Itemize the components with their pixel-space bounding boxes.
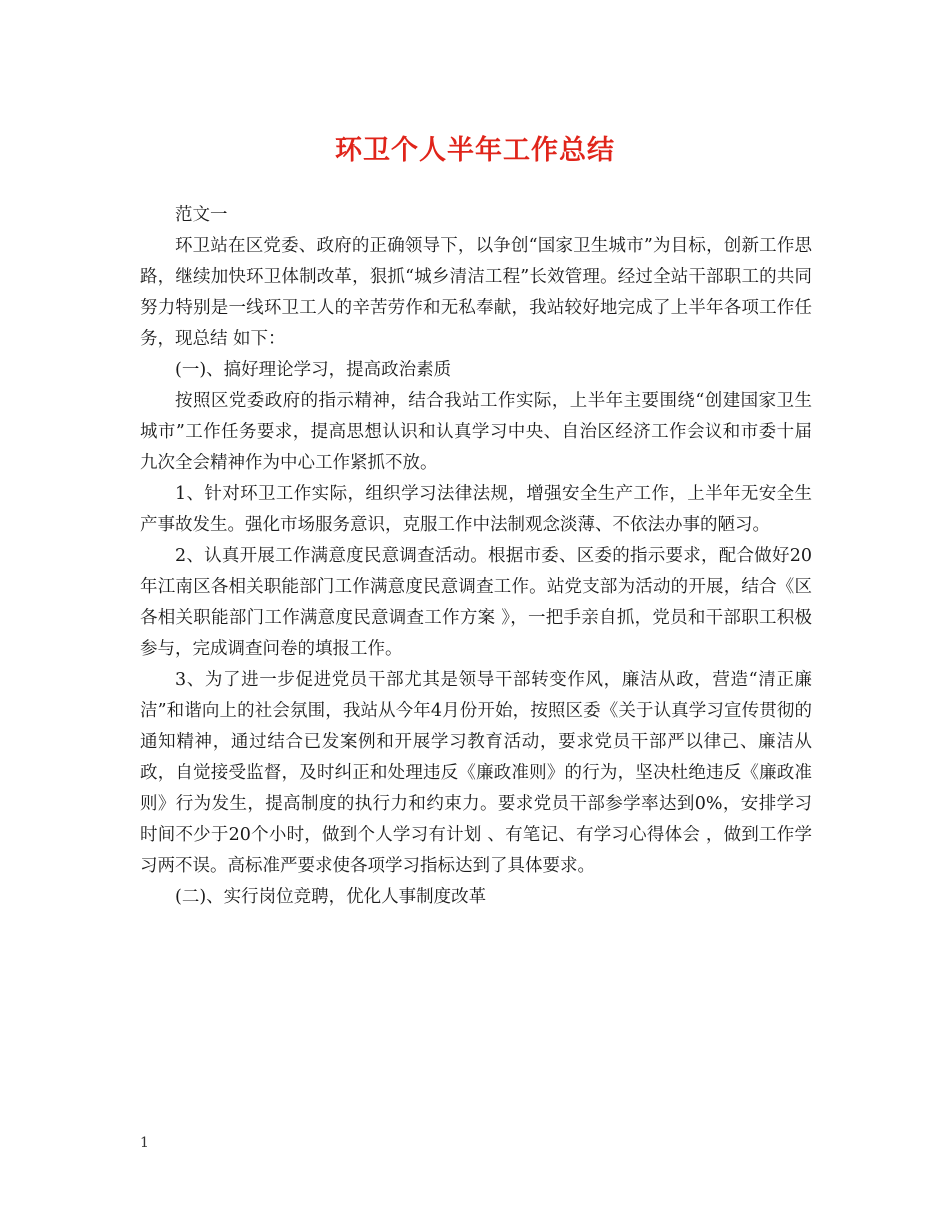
list-item-1: 1、针对环卫工作实际，组织学习法律法规，增强安全生产工作，上半年无安全生产事故发生。强化市场服务意识，克服工作中法制观念淡薄、不依法办事的陋习。 (140, 484, 812, 535)
paragraph-intro: 环卫站在区党委、政府的正确领导下，以争创“国家卫生城市”为目标，创新工作思路，继续加快环卫体制改革，狠抓“城乡清洁工程”长效管理。经过全站干部职工的共同努力特别是一线环卫工人的辛苦劳作和无私奉献，我站较好地完成了上半年各项工作任务，现总结 如下： (140, 236, 812, 349)
list-item-3: 3、为了进一步促进党员干部尤其是领导干部转变作风，廉洁从政，营造“清正廉洁”和谐向上的社会氛围，我站从今年4月份开始，按照区委《关于认真学习宣传贯彻的通知精神，通过结合已发案例和开展学习教育活动，要求党员干部严以律己、廉洁从政，自觉接受监督，及时纠正和处理违反《廉政准则》的行为，坚决杜绝违反《廉政准则》行为发生，提高制度的执行力和约束力。要求党员干部参学率达到0%，安排学习时间不少于20个小时，做到个人学习有计划 、有笔记、有学习心得体会 ，做到工作学习两不误。高标准严要求使各项学习指标达到了具体要求。 (140, 670, 812, 876)
document-title: 环卫个人半年工作总结 (335, 135, 615, 166)
paragraph: 按照区党委政府的指示精神，结合我站工作实际，上半年主要围绕“创建国家卫生城市”工作任务要求，提高思想认识和认真学习中央、自治区经济工作会议和市委十届九次全会精神作为中心工作紧抓不放。 (140, 391, 812, 473)
paragraph-label: 范文一 (175, 205, 228, 225)
list-item-2: 2、认真开展工作满意度民意调查活动。根据市委、区委的指示要求，配合做好20年江南区各相关职能部门工作满意度民意调查工作。站党支部为活动的开展，结合《区各相关职能部门工作满意度民意调查工作方案 》，一把手亲自抓，党员和干部职工积极参与，完成调查问卷的填报工作。 (140, 546, 812, 659)
section-heading-1: (一)、搞好理论学习，提高政治素质 (175, 360, 452, 380)
page-number: 1 (140, 1135, 149, 1151)
document-body (140, 200, 812, 913)
section-heading-2: (二)、实行岗位竞聘，优化人事制度改革 (175, 887, 487, 907)
